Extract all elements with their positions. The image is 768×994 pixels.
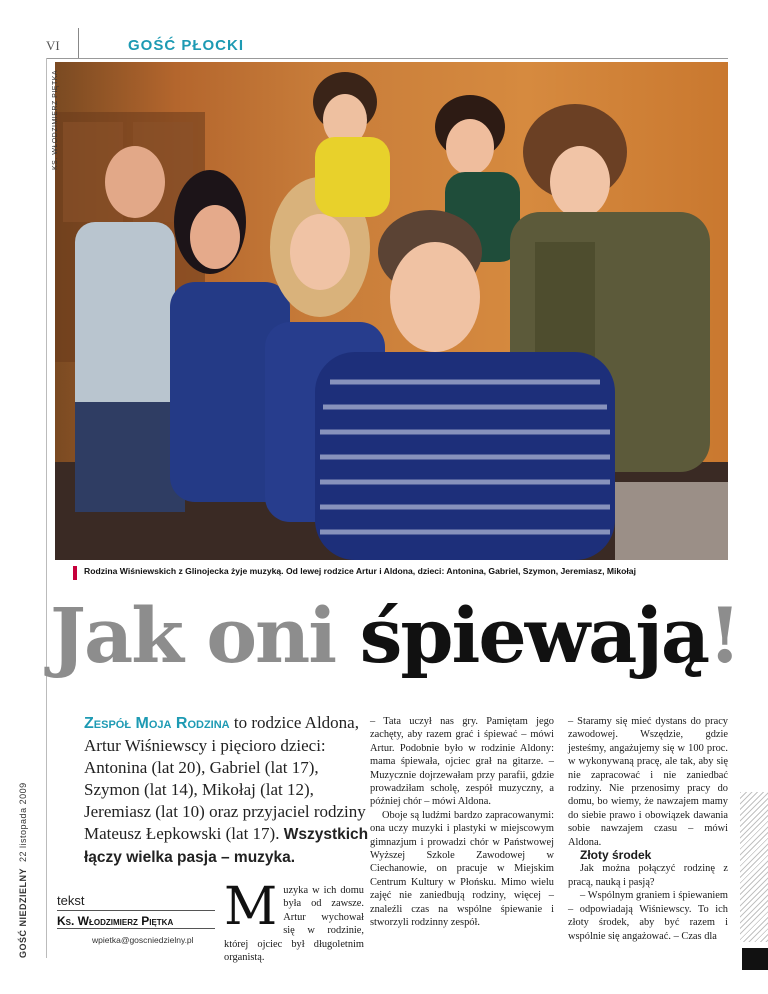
family-photo [55, 62, 728, 560]
margin-rule [46, 58, 47, 958]
col2-paragraph-2: Oboje są ludźmi bardzo zapracowanymi: ona uczy muzyki i plastyki w miejscowym gimnazjum i prowadzi chór w Państwowej Wyższej Szkole Zawodowej w Ciechanowie, on pracuje w Miejskim Centrum Kultury w Płońsku. Mimo wielu zajęć nie zaniedbują rodziny, więcej – znaleźli czas na wspólne śpiewanie i stworzyli rodzinny zespół. [370, 809, 554, 929]
headline-part-2: śpiewają [359, 591, 709, 680]
col3-paragraph-1: – Staramy się mieć dystans do pracy zawodowej. Wszędzie, gdzie jesteśmy, angażujemy się w 100 proc. w wykonywaną pracę, ale tak, aby się nie zapracować i nie zaniedbać rodziny. Nie przenosimy pracy do domu, bo wiemy, że nawzajem mamy do siebie prawo i obowiązek dawania sobie nawzajem czasu – mówi Aldona. [568, 716, 728, 848]
article-headline [50, 591, 740, 680]
magazine-name: GOŚĆ NIEDZIELNY [18, 867, 28, 958]
issue-date: 22 listopada 2009 [18, 782, 28, 862]
section-title: GOŚĆ PŁOCKI [128, 37, 245, 54]
photo-credit: KS. WŁODZIMIERZ PIĘTKA [52, 69, 59, 170]
magazine-side-label [18, 782, 28, 958]
byline-author: Ks. Włodzimierz Piętka [57, 910, 215, 928]
body-column-1 [224, 877, 364, 964]
byline-rule [57, 928, 215, 929]
page-number: VI [46, 38, 60, 53]
col1-text: uzyka w ich domu była od zawsze. Artur wychował się w rodzinie, której ojciec był długoletnim organistą. [224, 885, 364, 964]
author-email[interactable]: wpietka@goscniedzielny.pl [92, 935, 194, 945]
body-column-3 [568, 715, 728, 943]
decorative-hatch [740, 792, 768, 942]
col2-paragraph-1: – Tata uczył nas gry. Pamiętam jego zachęty, aby razem grać i śpiewać – mówi Artur. Podobnie było w rodzinie Aldony: mama śpiewała, ojciec grał na gitarze. – Muzycznie dojrzewałam przy parafii, gdzie prowadziłam scholę, zespół muzyczny, a później chór – mówi Aldona. [370, 716, 554, 808]
lead-text: to rodzice Aldona, Artur Wiśniewscy i pięcioro dzieci: Antonina (lat 20), Gabriel (lat 17), Szymon (lat 14), Mikołaj (lat 12), Jeremiasz (lat 10) oraz przyjaciel rodziny Mateusz Łepkowski (lat 17). [84, 713, 366, 843]
photo-caption: Rodzina Wiśniewskich z Glinojecka żyje muzyką. Od lewej rodzice Artur i Aldona, dzieci: Antonina, Gabriel, Szymon, Jeremiasz, Mikołaj [84, 566, 636, 576]
col3-paragraph-3: – Wspólnym graniem i śpiewaniem – odpowiadają Wiśniewscy. To ich złoty środek, aby być razem i wspólnie się angażować. – Czas dla [568, 890, 728, 942]
lead-bold: Wszystkich łączy wielka pasja – muzyka. [84, 826, 369, 866]
headline-part-1: Jak oni [50, 591, 360, 680]
caption-marker [73, 566, 77, 580]
col3-paragraph-2: Jak można połączyć rodzinę z pracą, nauką i pasją? [568, 863, 728, 888]
header-rule [46, 58, 728, 59]
byline-label: tekst [57, 893, 85, 908]
page-corner-marker [742, 948, 768, 970]
article-lead [84, 712, 374, 869]
header-divider [78, 28, 79, 58]
drop-cap: M [224, 877, 278, 937]
body-column-2 [370, 715, 554, 930]
col3-subheading: Złoty środek [580, 848, 652, 863]
headline-exclamation: ! [708, 591, 740, 680]
band-name: Zespół Moja Rodzina [84, 715, 230, 732]
